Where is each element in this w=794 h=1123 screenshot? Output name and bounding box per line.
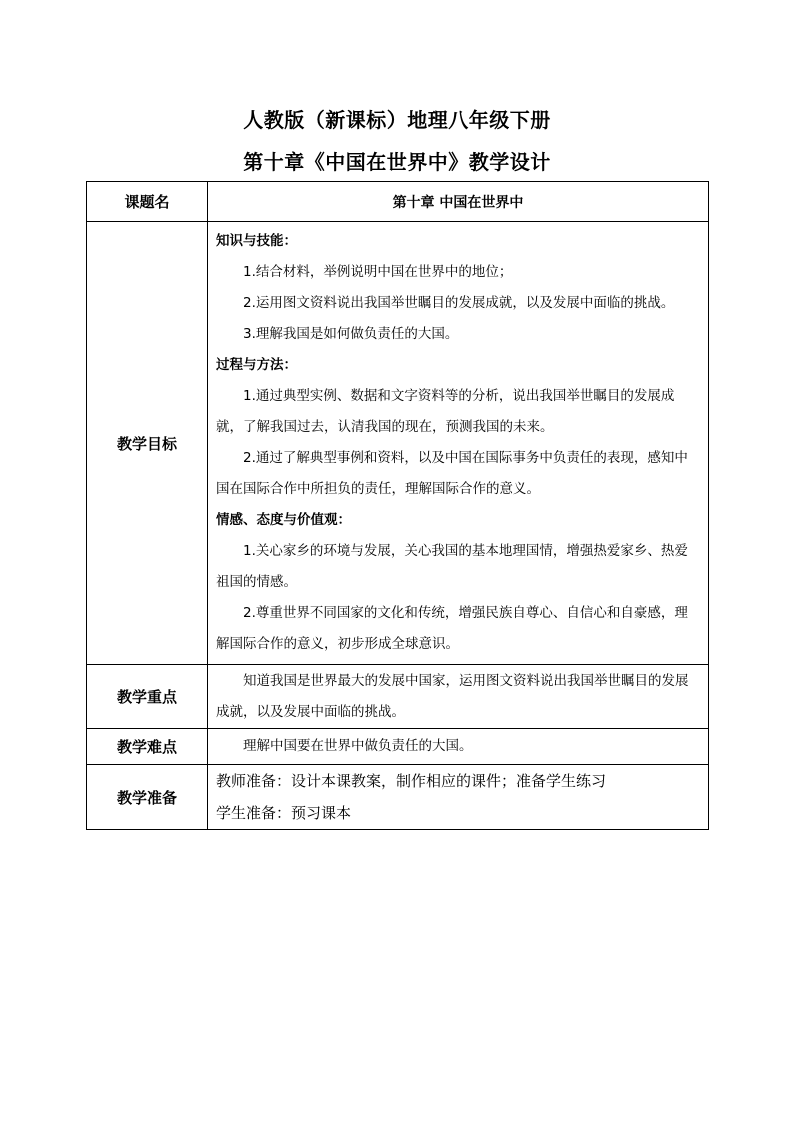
table-row-difficulties [87,729,709,765]
table-row-topic [87,182,709,222]
objectives-label: 教学目标 [87,222,208,665]
objective-item: 2.通过了解典型事例和资料，以及中国在国际事务中负责任的表现，感知中国在国际合作中所担负的责任，理解国际合作的意义。 [216,450,688,497]
objectives-content [208,222,709,665]
objectives-heading-process: 过程与方法： [216,357,297,373]
topic-label: 课题名 [87,182,208,222]
objective-item: 2.尊重世界不同国家的文化和传统，增强民族自尊心、自信心和自豪感，理解国际合作的意义，初步形成全球意识。 [216,605,688,652]
objective-item: 1.结合材料，举例说明中国在世界中的地位； [243,264,513,280]
lesson-plan-table [86,181,709,830]
teacher-preparation: 教师准备：设计本课教案，制作相应的课件；准备学生练习 [216,772,607,790]
document-subtitle: 第十章《中国在世界中》教学设计 [243,150,551,174]
topic-value: 第十章 中国在世界中 [208,182,709,222]
table-row-objectives [87,222,709,665]
difficulties-label: 教学难点 [87,729,208,765]
objective-item: 3.理解我国是如何做负责任的大国。 [243,326,459,342]
key-points-label: 教学重点 [87,665,208,729]
objectives-heading-attitude: 情感、态度与价值观： [216,512,351,528]
difficulties-text: 理解中国要在世界中做负责任的大国。 [208,729,709,765]
document-title: 人教版（新课标）地理八年级下册 [243,108,551,132]
preparation-content [208,765,709,830]
objectives-heading-knowledge: 知识与技能： [216,233,297,249]
student-preparation: 学生准备：预习课本 [216,804,352,822]
table-row-preparation [87,765,709,830]
objective-item: 1.通过典型实例、数据和文字资料等的分析，说出我国举世瞩目的发展成就，了解我国过去，认清我国的现在，预测我国的未来。 [216,388,675,435]
key-points-text: 知道我国是世界最大的发展中国家，运用图文资料说出我国举世瞩目的发展成就，以及发展中面临的挑战。 [208,665,709,729]
objective-item: 2.运用图文资料说出我国举世瞩目的发展成就，以及发展中面临的挑战。 [243,295,675,311]
table-row-key-points [87,665,709,729]
objective-item: 1.关心家乡的环境与发展，关心我国的基本地理国情，增强热爱家乡、热爱祖国的情感。 [216,543,688,590]
preparation-label: 教学准备 [87,765,208,830]
